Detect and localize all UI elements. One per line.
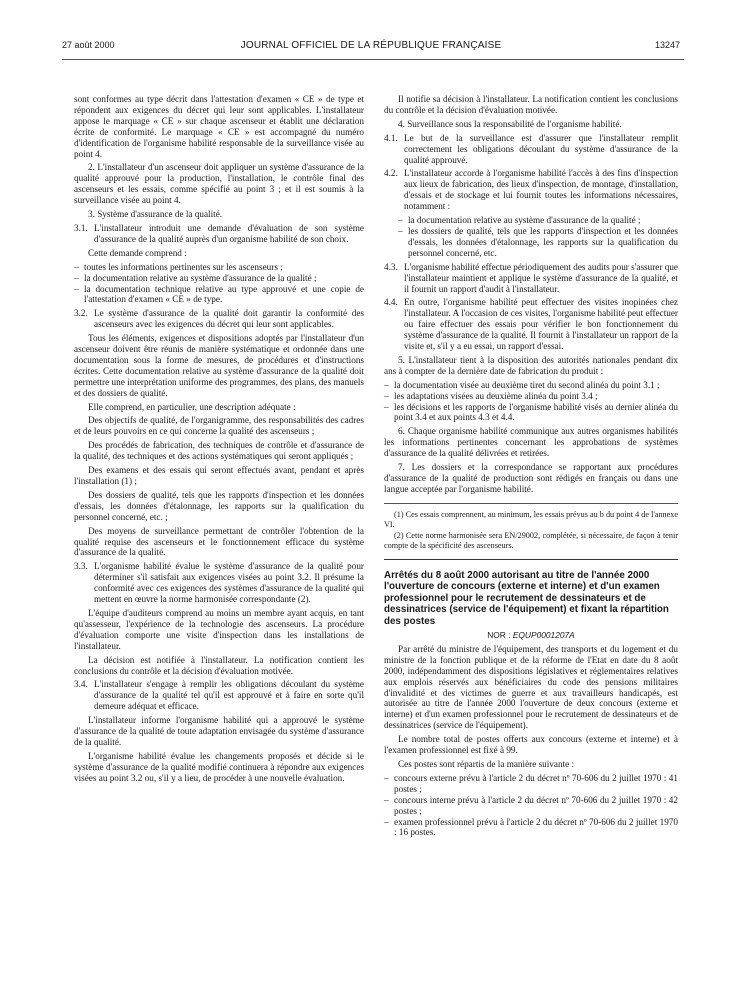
section-text: L'installateur s'engage à remplir les obligations découlant du système d'assurance de la qualité tel qu'il est approuvé et à faire en sorte qu'il demeure adéquat et efficace. bbox=[94, 679, 364, 712]
list-item: – concours externe prévu à l'article 2 du décret nº 70-606 du 2 juillet 1970 : 41 postes ; bbox=[384, 773, 678, 795]
section-text: L'organisme habilité effectue périodiquement des audits pour s'assurer que l'installateur maintient et applique le système d'assurance de la qualité, et il fournit un rapport d'audit à l'installateur. bbox=[404, 261, 678, 294]
paragraph: 6. Chaque organisme habilité communique aux autres organismes habilités les informations pertinentes concernant les approbations de systèmes d'assurance de la qualité délivrées et retirées. bbox=[384, 426, 678, 459]
paragraph: L'installateur informe l'organisme habilité qui a approuvé le système d'assurance de la qualité de toute adaptation envisagée du système d'assurance de la qualité. bbox=[74, 715, 364, 747]
paragraph: Des objectifs de qualité, de l'organigramme, des responsabilités des cadres et de leurs pouvoirs en ce qui concerne la qualité des ascenseurs ; bbox=[74, 415, 364, 437]
paragraph: Des dossiers de qualité, tels que les rapports d'inspection et les données d'essais, les données d'étalonnage, les rapports sur la qualification du personnel concerné, etc. ; bbox=[74, 489, 364, 522]
list-item: – les dossiers de qualité, tels que les rapports d'inspection et les données d'essais, les données d'étalonnage, les rapports sur la qualification du personnel concerné, etc. bbox=[398, 226, 678, 259]
list-item: – toutes les informations pertinentes sur les ascenseurs ; bbox=[74, 262, 364, 273]
section-heading: 3. Système d'assurance de la qualité. bbox=[88, 209, 223, 220]
section-3-3 bbox=[74, 561, 364, 605]
list-item: – examen professionnel prévu à l'article 2 du décret nº 70-606 du 2 juillet 1970 : 16 postes. bbox=[384, 817, 678, 839]
section-text: L'installateur introduit une demande d'évaluation de son système d'assurance de la qualité auprès d'un organisme habilité de son choix. bbox=[94, 222, 364, 244]
paragraph: Des moyens de surveillance permettant de contrôler l'obtention de la qualité requise des ascenseurs et le fonctionnement efficace du système d'assurance de la qualité. bbox=[74, 525, 364, 558]
header-rule bbox=[62, 59, 684, 60]
section-text: L'installateur accorde à l'organisme habilité l'accès à des fins d'inspection aux lieux de fabrication, des lieux d'inspection, de montage, d'installation, d'essais et de stockage et lui fournit toutes les informations nécessaires, notamment : bbox=[404, 168, 678, 212]
paragraph: Ces postes sont répartis de la manière suivante : bbox=[398, 759, 575, 769]
list-item: – les adaptations visées au deuxième alinéa du point 3.4 ; bbox=[384, 391, 678, 402]
section-3-1 bbox=[74, 223, 364, 245]
list-item: – la documentation visée au deuxième tiret du second alinéa du point 3.1 ; bbox=[384, 380, 678, 391]
paragraph: La décision est notifiée à l'installateur. La notification contient les conclusions du contrôle et la décision d'évaluation motivée. bbox=[74, 654, 364, 676]
paragraph: Cette demande comprend : bbox=[88, 247, 187, 258]
section-3-2 bbox=[74, 308, 364, 330]
section-4-4 bbox=[384, 297, 678, 352]
paragraph: 7. Les dossiers et la correspondance se rapportant aux procédures d'assurance de la qualité de production sont rédigés en français ou dans une langue acceptée par l'organisme habilité. bbox=[384, 462, 678, 494]
paragraph: Des examens et des essais qui seront effectués avant, pendant et après l'installation (1) ; bbox=[74, 465, 364, 486]
paragraph: Des procédés de fabrication, des techniques de contrôle et d'assurance de la qualité, des techniques et des actions systématiques qui seront appliqués ; bbox=[74, 440, 364, 462]
list-item: – la documentation relative au système d'assurance de la qualité ; bbox=[74, 273, 364, 284]
posts-list bbox=[384, 773, 678, 838]
nor-code: EQUP0001207A bbox=[512, 630, 575, 641]
section-number: 3.3. bbox=[74, 561, 88, 572]
section-number: 3.2. bbox=[74, 308, 88, 319]
nor-reference bbox=[384, 630, 678, 641]
section-4-3 bbox=[384, 262, 678, 295]
archive-list bbox=[384, 380, 678, 424]
section-number: 4.3. bbox=[384, 261, 398, 272]
page-header bbox=[62, 40, 680, 54]
footnotes bbox=[384, 503, 678, 551]
section-number: 3.4. bbox=[74, 679, 88, 690]
footnote: (1) Ces essais comprennent, au minimum, les essais prévus au b du point 4 de l'annexe VI. bbox=[384, 509, 678, 529]
section-text: En outre, l'organisme habilité peut effectuer des visites inopinées chez l'installateur. A l'occasion de ces visites, l'organisme habilité peut effectuer ou faire effectuer des essais pour vérifier le bon fonctionnement du système d'assurance de la qualité. Il fournit à l'installateur un rapport de la visite et, s'il y a eu essai, un rapport d'essai. bbox=[404, 297, 678, 352]
requirements-list bbox=[74, 262, 364, 306]
list-item: – concours interne prévu à l'article 2 du décret nº 70-606 du 2 juillet 1970 : 42 postes ; bbox=[384, 795, 678, 817]
paragraph: L'équipe d'auditeurs comprend au moins un membre ayant acquis, en tant qu'assesseur, l'expérience de la technologie des ascenseurs. La procédure d'évaluation comporte une visite d'inspection dans les installations de l'installateur. bbox=[74, 607, 364, 651]
nor-label: NOR : bbox=[487, 630, 513, 641]
section-number: 4.4. bbox=[384, 297, 398, 308]
section-3-4 bbox=[74, 679, 364, 712]
arrete-title: Arrêtés du 8 août 2000 autorisant au titre de l'année 2000 l'ouverture de concours (externe et interne) et d'un examen professionnel pour le recrutement de dessinateurs et de dessinatrices (service de l'équipement) et fixant la répartition des postes bbox=[384, 570, 669, 627]
paragraph: Le nombre total de postes offerts aux concours (externe et interne) et à l'examen professionnel est fixé à 99. bbox=[384, 734, 678, 756]
documents-list bbox=[384, 215, 678, 259]
footnote: (2) Cette norme harmonisée sera EN/29002, complétée, si nécessaire, de façon à tenir compte de la spécificité des ascenseurs. bbox=[384, 531, 678, 551]
paragraph: Par arrêté du ministre de l'équipement, des transports et du logement et du ministre de la fonction publique et de la réforme de l'Etat en date du 8 août 2000, indépendamment des dispositions législatives et réglementaires relatives aux emplois réservés aux bénéficiaires du code des pensions militaires d'invalidité et des victimes de guerre et aux travailleurs handicapés, est autorisée au titre de l'année 2000 l'ouverture de deux concours (externe et interne) et d'un examen professionnel pour le recrutement de dessinateurs et de dessinatrices (service de l'équipement). bbox=[384, 643, 678, 731]
section-separator bbox=[384, 559, 678, 560]
paragraph: 5. L'installateur tient à la disposition des autorités nationales pendant dix ans à compter de la dernière date de fabrication du produit : bbox=[384, 354, 678, 376]
journal-title: JOURNAL OFFICIEL DE LA RÉPUBLIQUE FRANÇAISE bbox=[240, 40, 502, 51]
paragraph: Tous les éléments, exigences et dispositions adoptés par l'installateur d'un ascenseur doivent être réunis de manière systématique et ordonnée dans une documentation sous la forme de mesures, de procédures et d'instructions écrites. Cette documentation relative au système d'assurance de la qualité doit permettre une interprétation uniforme des programmes, des plans, des manuels et des dossiers de qualité. bbox=[74, 333, 364, 398]
paragraph: sont conformes au type décrit dans l'attestation d'examen « CE » de type et répondent aux exigences du décret qui leur sont applicables. L'installateur appose le marquage « CE » sur chaque ascenseur et établit une déclaration écrite de conformité. Le marquage « CE » est accompagné du numéro d'identification de l'organisme habilité responsable de la surveillance visée au point 4. bbox=[74, 94, 364, 159]
page-number: 13247 bbox=[654, 40, 680, 50]
section-text: Le système d'assurance de la qualité doit garantir la conformité des ascenseurs avec les exigences du décret qui leur sont applicables. bbox=[94, 308, 364, 330]
section-number: 4.1. bbox=[384, 132, 398, 143]
list-item: – les décisions et les rapports de l'organisme habilité visés au dernier alinéa du point 3.4 et aux points 4.3 et 4.4. bbox=[384, 402, 678, 424]
header-date: 27 août 2000 bbox=[62, 40, 115, 50]
paragraph: Il notifie sa décision à l'installateur. La notification contient les conclusions du contrôle et la décision d'évaluation motivée. bbox=[384, 94, 678, 115]
section-number: 3.1. bbox=[74, 222, 88, 233]
section-heading: 4. Surveillance sous la responsabilité de l'organisme habilité. bbox=[398, 118, 622, 129]
right-column bbox=[384, 94, 678, 841]
section-text: L'organisme habilité évalue le système d'assurance de la qualité pour déterminer s'il satisfait aux exigences visées au point 3.2. Il présume la conformité avec ces exigences des systèmes d'assurance de la qualité qui mettent en œuvre la norme harmonisée correspondante (2). bbox=[94, 561, 364, 605]
paragraph: 2. L'installateur d'un ascenseur doit appliquer un système d'assurance de la qualité approuvé pour la production, l'installation, le contrôle final des ascenseurs et les essais, comme spécifié au point 3 ; et il est soumis à la surveillance visée au point 4. bbox=[74, 162, 364, 206]
section-4-1 bbox=[384, 133, 678, 166]
section-4-2 bbox=[384, 168, 678, 212]
left-column bbox=[74, 94, 364, 787]
paragraph: Elle comprend, en particulier, une description adéquate : bbox=[88, 401, 296, 412]
section-text: Le but de la surveillance est d'assurer que l'installateur remplit correctement les obligations découlant du système d'assurance de la qualité approuvé. bbox=[404, 132, 678, 165]
paragraph: L'organisme habilité évalue les changements proposés et décide si le système d'assurance de la qualité modifié continuera à répondre aux exigences visées au point 3.2 ou, s'il y a lieu, de procéder à une nouvelle évaluation. bbox=[74, 750, 364, 783]
list-item: – la documentation relative au système d'assurance de la qualité ; bbox=[398, 215, 678, 226]
section-number: 4.2. bbox=[384, 168, 398, 179]
list-item: – la documentation technique relative au type approuvé et une copie de l'attestation d'examen « CE » de type. bbox=[74, 284, 364, 306]
